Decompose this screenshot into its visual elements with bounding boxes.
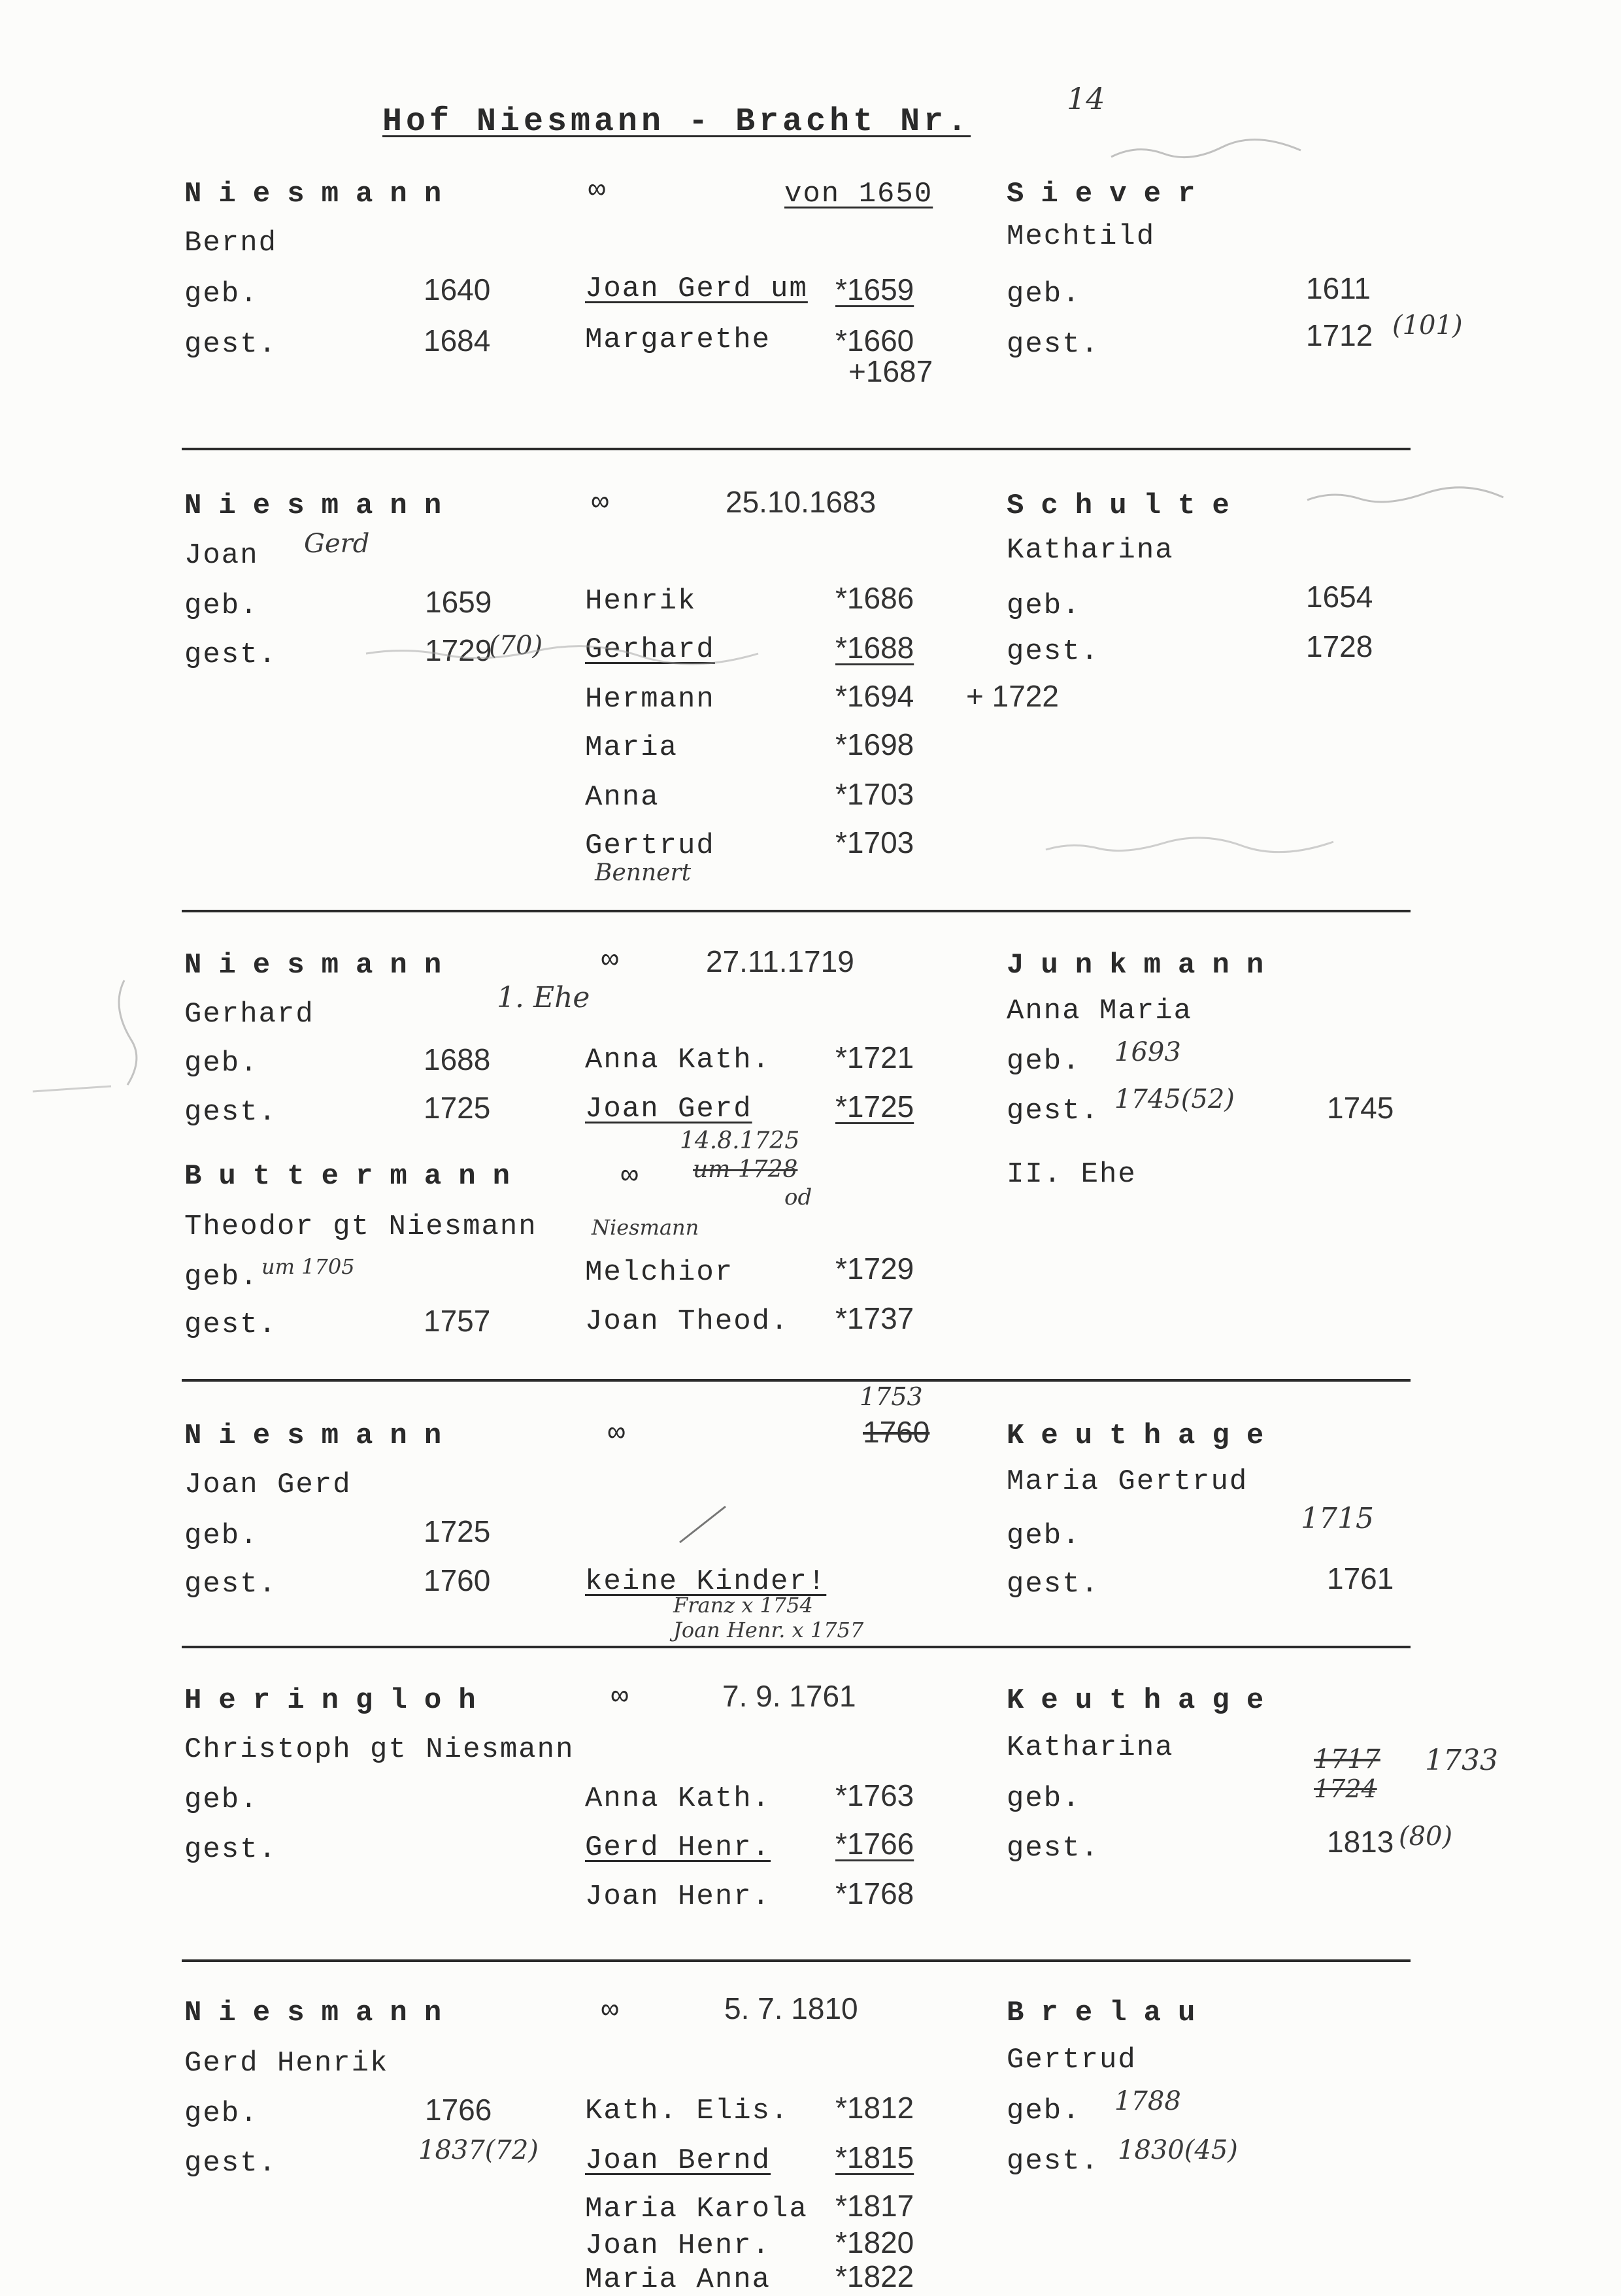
f1-child-1-born: *1659 <box>835 273 914 307</box>
f6-husband-given: Christoph gt Niesmann <box>184 1733 575 1766</box>
f7-husband-died: 1837(72) <box>418 2135 539 2165</box>
f1-wife-born: 1611 <box>1306 271 1371 305</box>
f2-child-5-name: Anna <box>585 781 660 814</box>
f6-wife-died-label: gest. <box>1007 1832 1100 1865</box>
f7-wife-died: 1830(45) <box>1118 2135 1238 2165</box>
f7-child-2-name: Joan Bernd <box>585 2144 771 2177</box>
f6-wife-born-label: geb. <box>1007 1782 1081 1815</box>
f7-wife-given: Gertrud <box>1007 2044 1137 2076</box>
f4-wife-label: II. Ehe <box>1007 1158 1137 1191</box>
f6-wife-born: 1733 <box>1425 1744 1498 1777</box>
f5-children-hand-2: Joan Henr. x 1757 <box>673 1618 864 1642</box>
f1-wife-died-label: gest. <box>1007 328 1100 361</box>
f3-wife-given: Anna Maria <box>1007 995 1193 1027</box>
f2-child-3-name: Hermann <box>585 683 715 716</box>
f2-husband-died-note: (70) <box>489 631 543 661</box>
f5-wife-given: Maria Gertrud <box>1007 1465 1248 1498</box>
page-title: Hof Niesmann - Bracht Nr. <box>382 103 971 141</box>
f4-children-note: Niesmann <box>592 1215 699 1240</box>
f4-died-label: gest. <box>184 1308 278 1341</box>
f6-child-1-name: Anna Kath. <box>585 1782 771 1815</box>
f3-wife-born-label: geb. <box>1007 1045 1081 1078</box>
f2-died-label: gest. <box>184 639 278 671</box>
f2-child-6-note: Bennert <box>595 859 692 886</box>
f1-marriage: von 1650 <box>784 178 933 210</box>
f7-child-4-name: Joan Henr. <box>585 2229 771 2262</box>
f2-husband-given: Joan <box>184 539 259 572</box>
f3-child-2-born: *1725 <box>835 1090 914 1123</box>
f2-child-3-born: *1694 <box>835 679 914 713</box>
f2-child-2-born: *1688 <box>835 631 914 665</box>
f5-husband-given: Joan Gerd <box>184 1469 352 1501</box>
f6-wife-born-struck: 1717 <box>1314 1744 1380 1774</box>
f7-husband-surname: Niesmann <box>184 1997 459 2029</box>
f5-marriage-symbol: ∞ <box>608 1418 627 1450</box>
f1-child-2-born: *1660 <box>835 324 914 358</box>
f5-wife-born: 1715 <box>1301 1502 1374 1535</box>
f6-child-3-born: *1768 <box>835 1876 914 1910</box>
f6-child-3-name: Joan Henr. <box>585 1880 771 1913</box>
f7-husband-given: Gerd Henrik <box>184 2047 389 2080</box>
f2-marriage-symbol: ∞ <box>592 487 610 520</box>
title-number: 14 <box>1067 81 1105 116</box>
f6-child-2-born: *1766 <box>835 1827 914 1861</box>
f7-child-3-name: Maria Karola <box>585 2193 808 2225</box>
f6-wife-given: Katharina <box>1007 1731 1174 1764</box>
f3-wife-died-typed: 1745 <box>1327 1091 1394 1125</box>
f4-child-2-born: *1737 <box>835 1301 914 1335</box>
f5-children-hand-1: Franz x 1754 <box>673 1593 813 1618</box>
f2-wife-died: 1728 <box>1306 629 1373 663</box>
f2-child-6-born: *1703 <box>835 825 914 859</box>
f7-child-5-born: *1822 <box>835 2259 914 2293</box>
f1-marriage-symbol: ∞ <box>588 175 607 207</box>
f3-child-2-name: Joan Gerd <box>585 1093 752 1125</box>
f3-wife-died-label: gest. <box>1007 1095 1100 1127</box>
f2-child-3-extra: + 1722 <box>966 679 1059 713</box>
f7-wife-surname: Brelau <box>1007 1997 1212 2029</box>
f4-marriage-hand-sub: od <box>784 1184 812 1210</box>
f2-child-4-born: *1698 <box>835 727 914 761</box>
f7-died-label: gest. <box>184 2147 278 2180</box>
f1-wife-surname: Siever <box>1007 178 1212 210</box>
f5-husband-surname: Niesmann <box>184 1420 459 1452</box>
f5-husband-born: 1725 <box>424 1514 491 1548</box>
f5-died-label: gest. <box>184 1568 278 1601</box>
f6-marriage: 7. 9. 1761 <box>722 1679 856 1713</box>
f7-child-5-name: Maria Anna <box>585 2263 771 2296</box>
f6-child-2-name: Gerd Henr. <box>585 1831 771 1864</box>
f1-wife-born-label: geb. <box>1007 278 1081 310</box>
f5-children-text: keine Kinder! <box>585 1565 827 1598</box>
f3-husband-given: Gerhard <box>184 998 314 1031</box>
f4-born-label: geb. <box>184 1261 259 1293</box>
f3-wife-surname: Junkmann <box>1007 949 1281 982</box>
f5-marriage-struck: 1760 <box>863 1415 930 1449</box>
f4-marriage-hand: 14.8.1725 <box>680 1127 800 1154</box>
f6-wife-died-note: (80) <box>1399 1822 1453 1852</box>
f2-wife-born: 1654 <box>1306 580 1373 614</box>
f7-marriage: 5. 7. 1810 <box>724 1991 858 2025</box>
f3-child-1-name: Anna Kath. <box>585 1044 771 1076</box>
f4-husband-surname: Buttermann <box>184 1160 527 1193</box>
f3-wife-born: 1693 <box>1114 1037 1181 1067</box>
f6-husband-surname: Heringloh <box>184 1684 493 1717</box>
f6-wife-surname: Keuthage <box>1007 1684 1281 1717</box>
f2-husband-died: 1729 <box>425 633 492 667</box>
f4-child-2-name: Joan Theod. <box>585 1305 790 1338</box>
f1-died-label: gest. <box>184 328 278 361</box>
f1-child-2-extra: +1687 <box>848 354 933 388</box>
f1-husband-surname: Niesmann <box>184 178 459 210</box>
f3-wife-died-hand: 1745(52) <box>1114 1084 1235 1114</box>
f5-wife-died-label: gest. <box>1007 1568 1100 1601</box>
f1-child-1-name: Joan Gerd um <box>585 273 808 305</box>
f5-wife-surname: Keuthage <box>1007 1420 1281 1452</box>
f3-husband-born: 1688 <box>424 1042 491 1076</box>
f1-husband-born: 1640 <box>424 273 491 307</box>
f5-born-label: geb. <box>184 1520 259 1552</box>
f4-marriage-struck: um 1728 <box>693 1156 798 1183</box>
f2-wife-died-label: gest. <box>1007 635 1100 668</box>
f7-wife-born: 1788 <box>1114 2086 1181 2116</box>
f2-child-1-born: *1686 <box>835 581 914 615</box>
f7-child-3-born: *1817 <box>835 2189 914 2223</box>
f3-husband-died: 1725 <box>424 1091 491 1125</box>
f6-died-label: gest. <box>184 1833 278 1866</box>
f7-husband-born: 1766 <box>425 2093 492 2127</box>
f2-child-5-born: *1703 <box>835 777 914 811</box>
f5-wife-born-label: geb. <box>1007 1520 1081 1552</box>
f2-husband-born: 1659 <box>425 585 492 619</box>
f4-husband-died: 1757 <box>424 1304 491 1338</box>
f4-husband-born: um 1705 <box>261 1254 355 1279</box>
f2-child-6-name: Gertrud <box>585 829 715 862</box>
f1-wife-died-note: (101) <box>1392 310 1463 341</box>
f5-husband-died: 1760 <box>424 1563 491 1597</box>
f3-husband-surname: Niesmann <box>184 949 459 982</box>
f2-child-1-name: Henrik <box>585 585 697 618</box>
f5-wife-died: 1761 <box>1327 1561 1394 1595</box>
f2-child-4-name: Maria <box>585 731 678 764</box>
f1-born-label: geb. <box>184 278 259 310</box>
f3-born-label: geb. <box>184 1047 259 1080</box>
f1-child-2-name: Margarethe <box>585 324 771 356</box>
f2-husband-given-note: Gerd <box>304 529 370 559</box>
f1-husband-given: Bernd <box>184 227 278 259</box>
f4-child-1-born: *1729 <box>835 1252 914 1286</box>
f3-child-1-born: *1721 <box>835 1040 914 1074</box>
f6-child-1-born: *1763 <box>835 1778 914 1812</box>
f2-wife-born-label: geb. <box>1007 590 1081 622</box>
f1-wife-died: 1712 <box>1306 318 1373 352</box>
f2-wife-given: Katharina <box>1007 534 1174 567</box>
f5-marriage-corrected: 1753 <box>860 1382 923 1411</box>
f6-wife-born-typed-struck: 1724 <box>1314 1774 1377 1803</box>
f1-husband-died: 1684 <box>424 324 491 358</box>
f3-died-label: gest. <box>184 1096 278 1129</box>
f2-child-2-name: Gerhard <box>585 633 715 666</box>
f3-marriage-symbol: ∞ <box>601 944 620 977</box>
f2-born-label: geb. <box>184 590 259 622</box>
f7-child-4-born: *1820 <box>835 2225 914 2259</box>
f7-wife-born-label: geb. <box>1007 2095 1081 2127</box>
f6-born-label: geb. <box>184 1784 259 1816</box>
f3-marriage: 27.11.1719 <box>706 944 854 978</box>
f6-marriage-symbol: ∞ <box>611 1681 630 1714</box>
f2-marriage: 25.10.1683 <box>726 485 877 519</box>
f7-child-1-born: *1812 <box>835 2091 914 2125</box>
f7-marriage-symbol: ∞ <box>601 1995 620 2027</box>
f2-wife-surname: Schulte <box>1007 490 1246 522</box>
f7-wife-died-label: gest. <box>1007 2145 1100 2178</box>
f3-husband-note: 1. Ehe <box>497 981 590 1014</box>
f1-wife-given: Mechtild <box>1007 220 1156 253</box>
f7-child-2-born: *1815 <box>835 2140 914 2174</box>
f4-marriage-symbol: ∞ <box>621 1160 640 1193</box>
f6-wife-died: 1813 <box>1327 1825 1394 1859</box>
f7-born-label: geb. <box>184 2097 259 2130</box>
f4-husband-given: Theodor gt Niesmann <box>184 1210 537 1243</box>
f2-husband-surname: Niesmann <box>184 490 459 522</box>
f7-child-1-name: Kath. Elis. <box>585 2095 790 2127</box>
f4-child-1-name: Melchior <box>585 1256 734 1289</box>
